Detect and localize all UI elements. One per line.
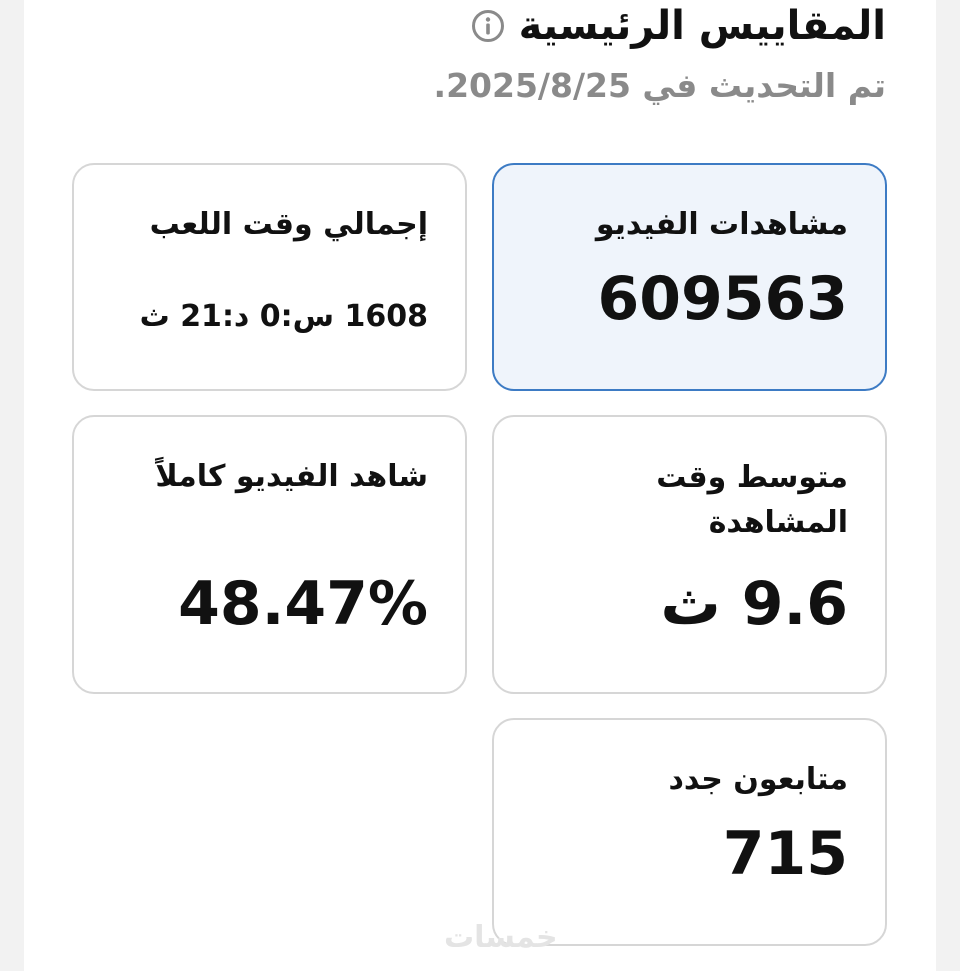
new-followers-label: متابعون جدد (668, 762, 848, 797)
info-icon[interactable] (471, 9, 505, 43)
total-play-time-label: إجمالي وقت اللعب (149, 207, 428, 242)
avg-watch-time-label: متوسط وقت المشاهدة (656, 460, 848, 540)
video-views-card[interactable] (492, 163, 887, 391)
metrics-page (24, 0, 936, 971)
avg-watch-time-card[interactable] (492, 415, 887, 694)
watched-full-label: شاهد الفيديو كاملاً (155, 459, 428, 494)
header (471, 0, 886, 52)
last-updated-text: تم التحديث في 2025/8/25. (433, 66, 886, 105)
video-views-label: مشاهدات الفيديو (595, 207, 848, 242)
total-play-time-card[interactable] (72, 163, 467, 391)
video-views-value: 609563 (597, 264, 848, 334)
avg-watch-time-value: 9.6 ث (660, 569, 848, 639)
page-title: المقاييس الرئيسية (518, 3, 886, 49)
new-followers-value: 715 (722, 819, 848, 889)
watched-full-card[interactable] (72, 415, 467, 694)
total-play-time-value: 1608 س:0 د:21 ث (139, 299, 428, 334)
watermark-logo: خمسات (444, 920, 558, 955)
watched-full-value: 48.47% (178, 569, 428, 639)
new-followers-card[interactable] (492, 718, 887, 946)
